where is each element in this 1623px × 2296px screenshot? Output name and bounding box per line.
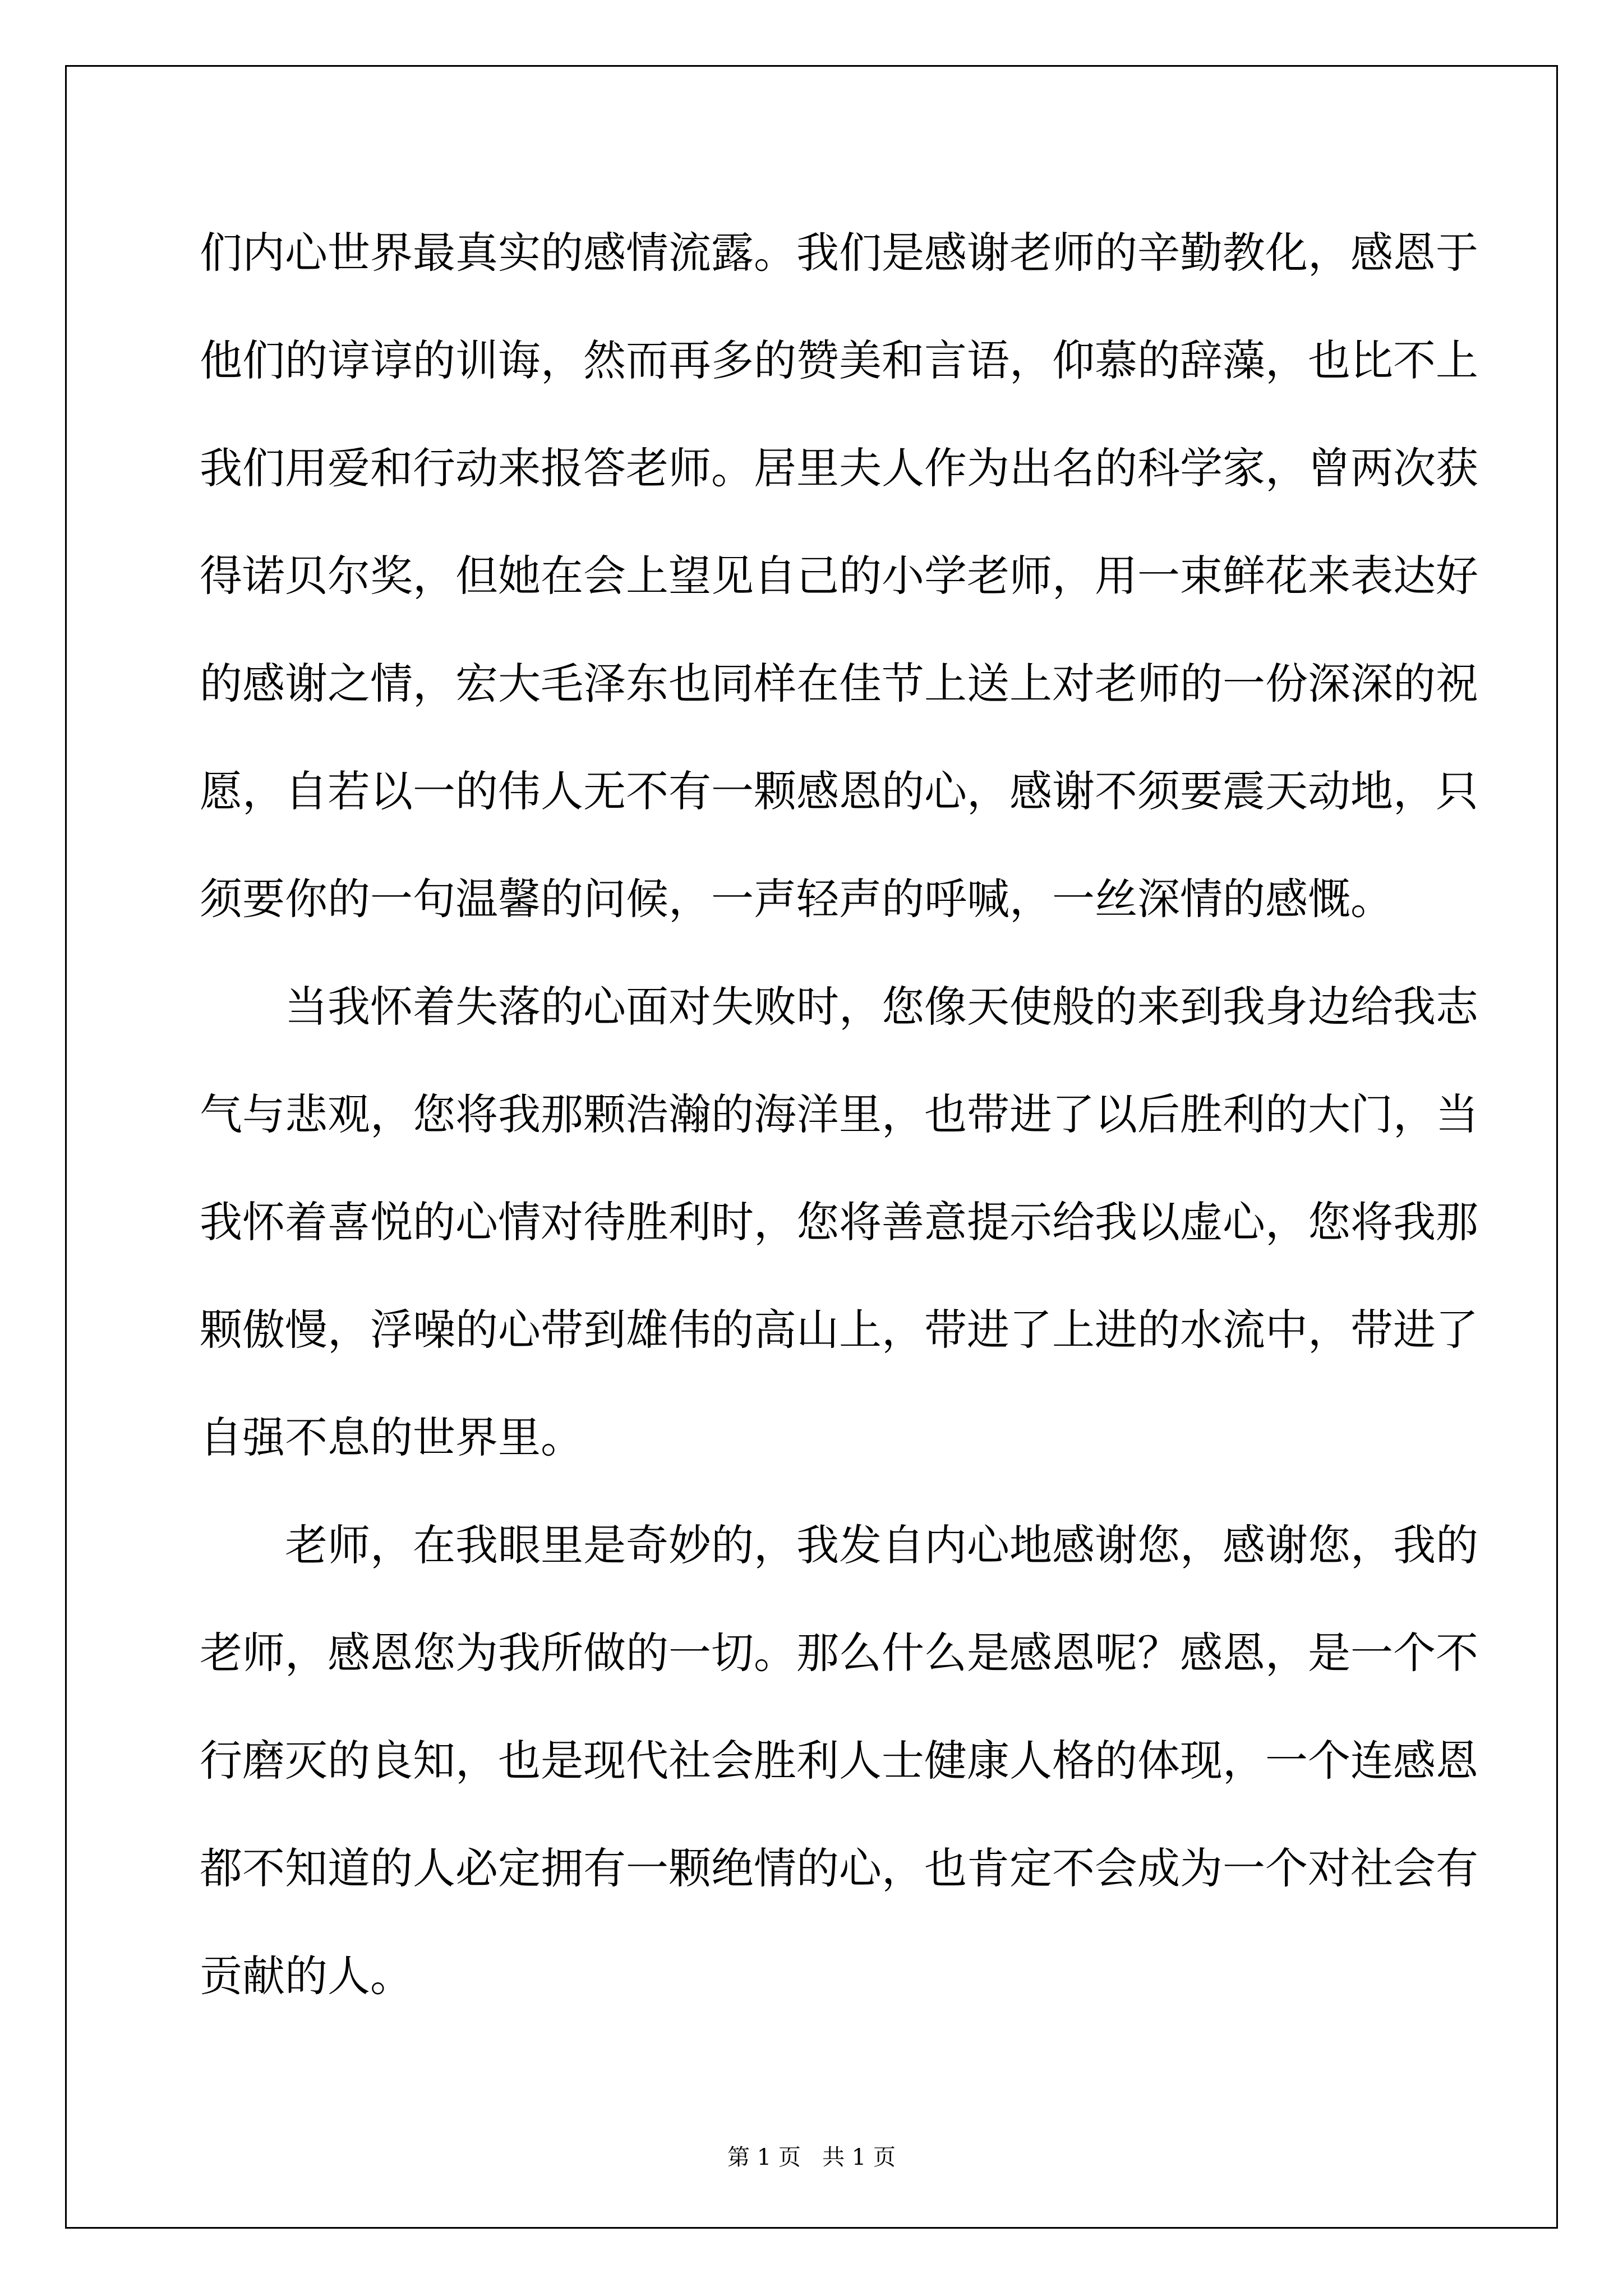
page-total: 共 1 页 xyxy=(822,2145,896,2170)
page-footer xyxy=(0,2139,1623,2171)
text-line: 都不知道的人必定拥有一颗绝情的心，也肯定不会成为一个对社会有 xyxy=(200,1843,1478,1893)
paragraph xyxy=(200,199,1478,953)
page-number: 第 1 页 xyxy=(727,2145,801,2170)
text-line: 我们用爱和行动来报答老师。居里夫人作为出名的科学家，曾两次获 xyxy=(200,443,1478,493)
text-line: 自强不息的世界里。 xyxy=(200,1412,583,1462)
text-line: 贡献的人。 xyxy=(200,1951,413,2001)
paragraph xyxy=(200,1492,1478,2030)
paragraph xyxy=(200,953,1478,1492)
text-line: 愿，自若以一的伟人无不有一颗感恩的心，感谢不须要震天动地，只 xyxy=(200,766,1478,816)
text-line: 颗傲慢，浮噪的心带到雄伟的高山上，带进了上进的水流中，带进了 xyxy=(200,1305,1478,1355)
text-line: 得诺贝尔奖，但她在会上望见自己的小学老师，用一束鲜花来表达好 xyxy=(200,551,1478,601)
text-line: 行磨灭的良知，也是现代社会胜利人士健康人格的体现，一个连感恩 xyxy=(200,1736,1478,1786)
text-line: 须要你的一句温馨的问候，一声轻声的呼喊，一丝深情的感慨。 xyxy=(200,874,1393,924)
text-line: 他们的谆谆的训诲，然而再多的赞美和言语，仰慕的辞藻，也比不上 xyxy=(200,335,1478,385)
document-body xyxy=(200,199,1478,2030)
text-line: 老师，感恩您为我所做的一切。那么什么是感恩呢？感恩，是一个不 xyxy=(200,1628,1478,1678)
text-line: 当我怀着失落的心面对失败时，您像天使般的来到我身边给我志 xyxy=(285,982,1478,1032)
text-line: 我怀着喜悦的心情对待胜利时，您将善意提示给我以虚心，您将我那 xyxy=(200,1197,1478,1247)
text-line: 老师，在我眼里是奇妙的，我发自内心地感谢您，感谢您，我的 xyxy=(285,1520,1478,1570)
text-line: 气与悲观，您将我那颗浩瀚的海洋里，也带进了以后胜利的大门，当 xyxy=(200,1089,1478,1139)
text-line: 们内心世界最真实的感情流露。我们是感谢老师的辛勤教化，感恩于 xyxy=(200,228,1478,278)
text-line: 的感谢之情，宏大毛泽东也同样在佳节上送上对老师的一份深深的祝 xyxy=(200,659,1478,708)
